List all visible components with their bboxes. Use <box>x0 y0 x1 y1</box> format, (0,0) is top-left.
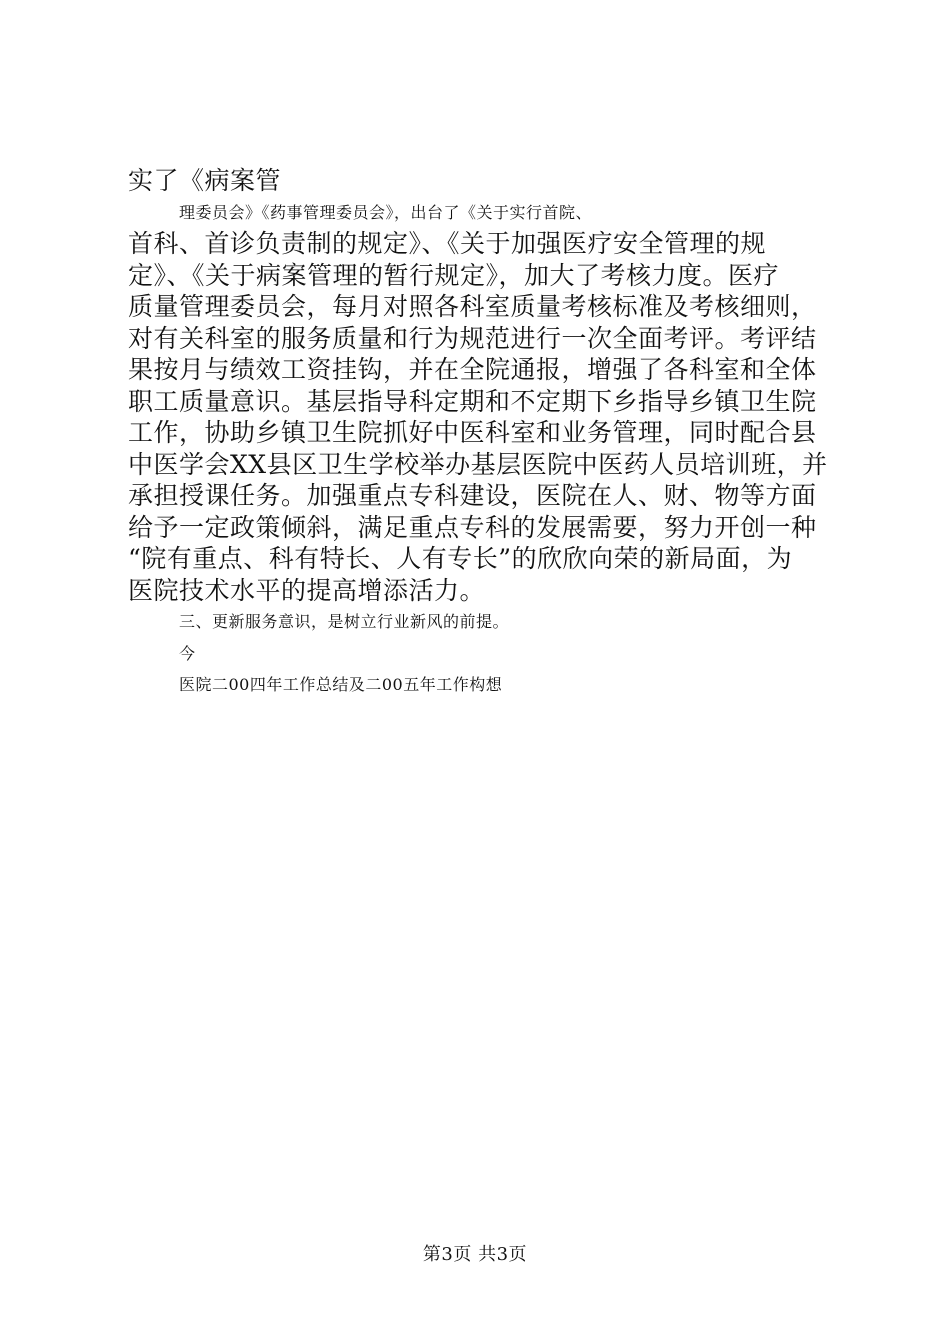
document-body <box>128 165 828 701</box>
section-heading: 三、更新服务意识，是树立行业新风的前提。 <box>179 612 510 631</box>
document-title-line: 医院二00四年工作总结及二00五年工作构想 <box>179 675 503 694</box>
page-footer <box>0 1244 950 1266</box>
text-line: 对有关科室的服务质量和行为规范进行一次全面考评。考评结 <box>128 323 817 353</box>
text-line: 今 <box>179 643 196 663</box>
text-line: 理委员会》《药事管理委员会》，出台了《关于实行首院、 <box>179 202 593 222</box>
text-line: 给予一定政策倾斜，满足重点专科的发展需要，努力开创一种 <box>128 512 817 542</box>
text-line: 质量管理委员会，每月对照各科室质量考核标准及考核细则， <box>128 292 817 321</box>
text-line: 工作，协助乡镇卫生院抓好中医科室和业务管理，同时配合县 <box>128 418 817 447</box>
text-line: 果按月与绩效工资挂钩，并在全院通报，增强了各科室和全体 <box>128 355 817 384</box>
text-line: 中医学会XX县区卫生学校举办基层医院中医药人员培训班，并 <box>128 449 828 479</box>
text-line: 定》、《关于病案管理的暂行规定》，加大了考核力度。医疗 <box>128 260 780 290</box>
text-line: 医院技术水平的提高增添活力。 <box>128 575 486 605</box>
text-line: 实了《病案管 <box>128 166 282 195</box>
text-line: 承担授课任务。加强重点专科建设，医院在人、财、物等方面 <box>128 481 817 510</box>
page-number-label: 第3页 共3页 <box>422 1244 528 1265</box>
text-line: “院有重点、科有特长、人有专长”的欣欣向荣的新局面，为 <box>128 544 793 573</box>
text-line: 职工质量意识。基层指导科定期和不定期下乡指导乡镇卫生院 <box>128 386 817 416</box>
text-line: 首科、首诊负责制的规定》、《关于加强医疗安全管理的规 <box>128 229 767 258</box>
